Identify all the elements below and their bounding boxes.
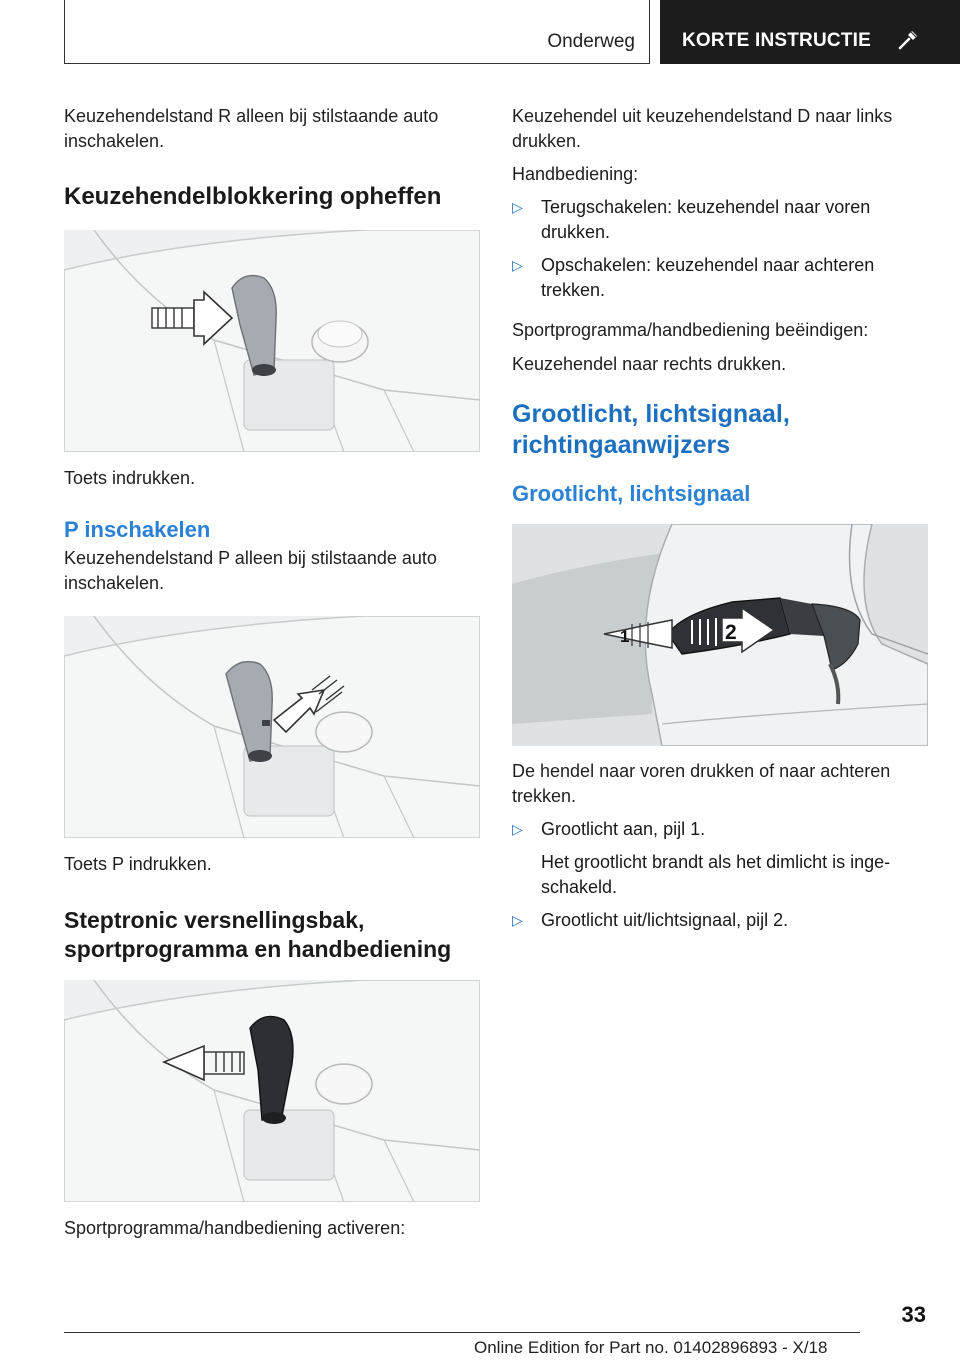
figure-unlock-button [64,230,480,452]
heading-park: P inschakelen [64,517,211,542]
figure-highbeam-lever [512,524,928,746]
chapter-title: KORTE INSTRUCTIE [682,30,871,51]
heading-lights: Grootlicht, lichtsignaal, richtingaanwijzers [512,400,790,459]
caption-unlock: Toets indrukken. [64,468,196,488]
triangle-bullet-icon: ▷ [512,257,523,273]
gear-selector-illustration-3 [64,980,480,1202]
list-item-text: Opschakelen: keuzehendel naar achteren trekken. [541,255,875,300]
list-item-text: Terugschakelen: keuzehendel naar voren drukken. [541,197,871,242]
heading-highbeam: Grootlicht, lichtsignaal [512,481,751,506]
heading-steptronic: Steptronic versnellingsbak, sportprogramma en handbediening [64,907,452,962]
list-item-text: Grootlicht uit/lichtsignaal, pijl 2. [541,910,789,930]
beam-list [512,817,928,842]
reverse-gear-note: Keuzehendelstand R alleen bij stilstaande auto inschakelen. [64,106,439,151]
park-note: Keuzehendelstand P alleen bij stilstaande auto inschakelen. [64,548,437,593]
end-label: Sportprogramma/handbediening beëindigen: [512,320,869,340]
figure-p-button [64,616,480,838]
manual-list [512,195,928,303]
list-item [512,817,928,842]
left-column [64,104,480,1241]
d-position-note: Keuzehendel uit keuzehendelstand D naar links drukken. [512,106,893,151]
page-number: 33 [901,1302,926,1327]
beam-list-2 [512,908,928,933]
footer-divider [64,1332,860,1333]
gear-selector-illustration-2 [64,616,480,838]
caption-sport-activate: Sportprogramma/handbediening activeren: [64,1218,406,1238]
triangle-bullet-icon: ▷ [512,821,523,837]
list-item-text: Grootlicht aan, pijl 1. [541,819,706,839]
wrench-icon [896,28,920,52]
figure-sport-mode [64,980,480,1202]
chapter-tab[interactable] [660,0,960,64]
right-column [512,104,928,933]
caption-lever: De hendel naar voren drukken of naar achteren trekken. [512,761,891,806]
triangle-bullet-icon: ▷ [512,912,523,928]
list-item [512,195,928,245]
gear-selector-illustration-1 [64,230,480,452]
arrow-label-1: 1 [620,627,630,646]
header-section-box [64,0,650,64]
list-item [512,908,928,933]
list-item [512,253,928,303]
highbeam-note: Het grootlicht brandt als het dimlicht is ingeschakeld. [541,852,891,897]
section-title: Onderweg [547,31,635,52]
arrow-label-2: 2 [725,621,737,644]
edition-info: Online Edition for Part no. 01402896893 - X/18 [474,1338,828,1357]
caption-p-button: Toets P indrukken. [64,854,212,874]
heading-unlock: Keuzehendelblokkering opheffen [64,183,442,210]
triangle-bullet-icon: ▷ [512,199,523,215]
lever-illustration [512,524,928,746]
end-text: Keuzehendel naar rechts drukken. [512,354,787,374]
manual-label: Handbediening: [512,164,639,184]
